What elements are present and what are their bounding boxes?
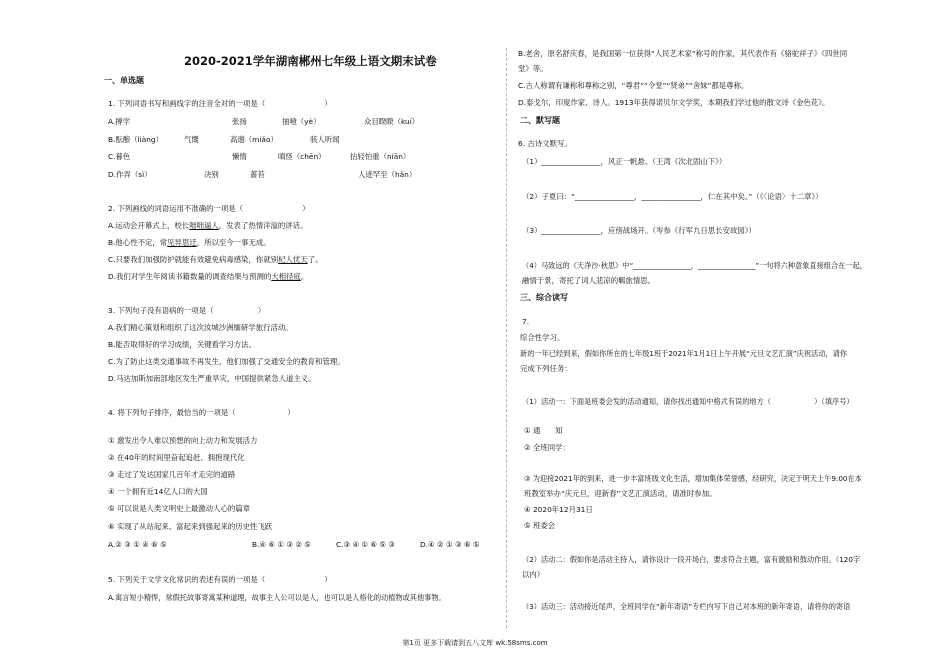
q6-item-4-line1: （4）马致远的《天净沙·秋思》中“________________，________________”一句将六种意象直接组合在一起，: [522, 261, 867, 270]
q1-option-c-word2: 懒惰: [232, 152, 247, 161]
q3-option-c: C.为了防止这类交通事故不再发生，他们加强了交通安全的教育和管理。: [108, 357, 345, 366]
q4-sentence-6: ⑥ 实现了从站起来、富起来到强起来的历史性飞跃: [108, 522, 273, 531]
q2-option-a: A.运动会开幕式上，校长咄咄逼人，发表了热情洋溢的讲话。: [108, 221, 308, 230]
section-heading-single-choice: 一、单选题: [104, 76, 144, 85]
q2-option-b: B.他心性不定，常见异思迁，所以至今一事无成。: [108, 238, 271, 247]
q1-option-a-word3: 抽噎（yè）: [282, 117, 321, 126]
q2-option-c: C.只要我们加强防护就能有效避免病毒感染，你就别杞人忧天了。: [108, 255, 323, 264]
q4-option-c: C.③ ④ ① ⑥ ⑤ ③: [336, 540, 396, 549]
q4-option-d: D.④ ② ① ③ ⑥ ⑤: [420, 540, 480, 549]
q7-task-2-line1: （2）活动二：假如你是活动主持人，请你设计一段开场白，要求符合主题，富有激励和鼓动作用。（120字: [522, 555, 861, 564]
section-heading-dictation: 二、默写题: [520, 116, 560, 125]
q1-option-b-word4: 骇人听闻: [310, 135, 340, 144]
question-2-stem: 2. 下列画线的词语运用不准确的一项是（ ）: [108, 204, 310, 213]
q5-option-c: C.古人称谓有谦称和尊称之别，“尊君”“令堂”“贤弟”“舍妹”都是尊称。: [518, 81, 749, 90]
q5-option-b-line2: 堂》等。: [518, 64, 548, 73]
q3-option-b: B.能否取得好的学习成绩，关键看学习方法。: [108, 340, 256, 349]
q3-option-a: A.我们精心策划和组织了这次汝城沙洲缅研学旅行活动。: [108, 323, 293, 332]
q4-sentence-1: ① 激发出令人难以预想的向上动力和发展活力: [108, 436, 258, 445]
q4-sentence-3: ③ 走过了发达国家几百年才走完的道路: [108, 470, 236, 479]
question-1-stem: 1. 下列词语书写和画线字的注音全对的一项是（ ）: [108, 99, 332, 108]
question-4-stem: 4. 将下列句子排序，最恰当的一项是（ ）: [108, 408, 295, 417]
q1-option-c-word1: C.暮色: [108, 152, 131, 161]
q1-option-b-word3: 高邈（miǎo）: [230, 135, 278, 144]
q6-item-1: （1）________________，风正一帆悬。（王湾《次北固山下》）: [522, 157, 727, 166]
section-heading-integrated-reading-writing: 三、综合读写: [520, 293, 568, 302]
q7-context-line2: 完成下列任务：: [520, 364, 572, 373]
q1-option-c-word3: 嗔怪（chēn）: [278, 152, 326, 161]
question-3-stem: 3. 下列句子没有语病的一项是（ ）: [108, 306, 266, 315]
q7-task-2-line2: 以内）: [522, 570, 545, 579]
notice-item-2: ② 全班同学：: [524, 443, 570, 452]
q4-sentence-4: ④ 一个拥有近14亿人口的大国: [108, 487, 208, 496]
notice-item-3-line1: ③ 为迎接2021年的到来，进一步丰富班级文化生活，增加集体荣誉感，经研究，决定于明天上午9:00在本: [524, 474, 862, 483]
q4-option-a: A.② ③ ① ④ ⑥ ⑤: [108, 540, 167, 549]
page-title: 2020-2021学年湖南郴州七年级上语文期末试卷: [184, 54, 437, 68]
notice-item-1: ① 通 知: [524, 426, 563, 435]
notice-item-3-line2: 班教室举办“庆元旦，迎新春”文艺汇演活动，请准时参加。: [524, 489, 717, 498]
q7-task-1: （1）活动一：下面是班委会发的活动通知，请你找出通知中格式有误的地方（ ）（填序号）: [522, 397, 854, 406]
q7-task-3: （3）活动三：活动接近尾声，全班同学在“新年寄语”专栏内写下自己对本班的新年寄语，请将你的寄语: [522, 602, 851, 611]
q1-option-d-word3: 蔷苔: [250, 170, 265, 179]
q5-option-b-line1: B.老舍，原名舒庆春，是我国第一位获得“人民艺术家”称号的作家，其代表作有《骆驼祥子》《四世同: [518, 49, 848, 58]
notice-item-5: ⑤ 班委会: [524, 521, 556, 530]
page-footer: 第1页 更多下载请到五八文库 wk.58sms.com: [402, 639, 548, 647]
q4-option-b: B.④ ⑥ ① ③ ② ⑤: [252, 540, 311, 549]
q3-option-d: D.马达加斯加南部地区发生严重旱灾，中国提供紧急人道主义。: [108, 374, 316, 383]
q5-option-d: D.泰戈尔，印度作家、诗人。1913年获得诺贝尔文学奖，本期我们学过他的散文诗《金色花》。: [518, 98, 830, 107]
question-7-number: 7.: [522, 317, 530, 326]
q1-option-a-word1: A.搏学: [108, 117, 131, 126]
q7-context-line1: 新的一年已经到来，假如你所在的七年级1班于2021年1月1日上午开展“元旦文艺汇演”庆祝活动，请你: [520, 349, 847, 358]
question-5-stem: 5. 下列关于文学文化常识的表述有误的一项是（ ）: [108, 575, 332, 584]
q1-option-a-word4: 众目睽睽（kuí）: [364, 117, 420, 126]
q6-item-2: （2）子夏曰：“________________，________________，仁在其中矣。”（《〈论语〉十二章》）: [522, 192, 823, 201]
q1-option-a-word2: 张扬: [232, 117, 247, 126]
q6-item-4-line2: 融情于景，寄托了词人悲凉的羁旅情思。: [522, 276, 656, 285]
q7-intro: 综合性学习。: [520, 333, 565, 342]
q1-option-d-word2: 决别: [204, 170, 219, 179]
column-divider: [506, 48, 507, 628]
question-6-stem: 6. 古诗文默写。: [518, 139, 572, 148]
q1-option-c-word4: 拈轻怕重（niān）: [350, 152, 411, 161]
q2-option-d: D.我们对学生年阅读书籍数量的调查结果与预测的大相径庭。: [108, 272, 309, 281]
q1-option-b-word1: B.酝酿（liàng）: [108, 135, 163, 144]
q5-option-a: A.寓言短小精悍，常假托故事寄寓某种道理，故事主人公可以是人，也可以是人格化的动植物或其他事物。: [108, 593, 446, 602]
q6-item-3: （3）________________，应傍战场开。（岑参《行军九日思长安故园》）: [522, 226, 756, 235]
q4-sentence-5: ⑤ 可以说是人类文明史上最激动人心的篇章: [108, 504, 251, 513]
q4-sentence-2: ② 在40年的时间里奋起追赶、拥抱现代化: [108, 453, 245, 462]
q1-option-d-word4: 人迹罕至（hǎn）: [358, 170, 417, 179]
q1-option-d-word1: D.作弄（sì）: [108, 170, 152, 179]
q1-option-b-word2: 气慨: [184, 135, 199, 144]
notice-item-4: ④ 2020年12月31日: [524, 505, 593, 514]
